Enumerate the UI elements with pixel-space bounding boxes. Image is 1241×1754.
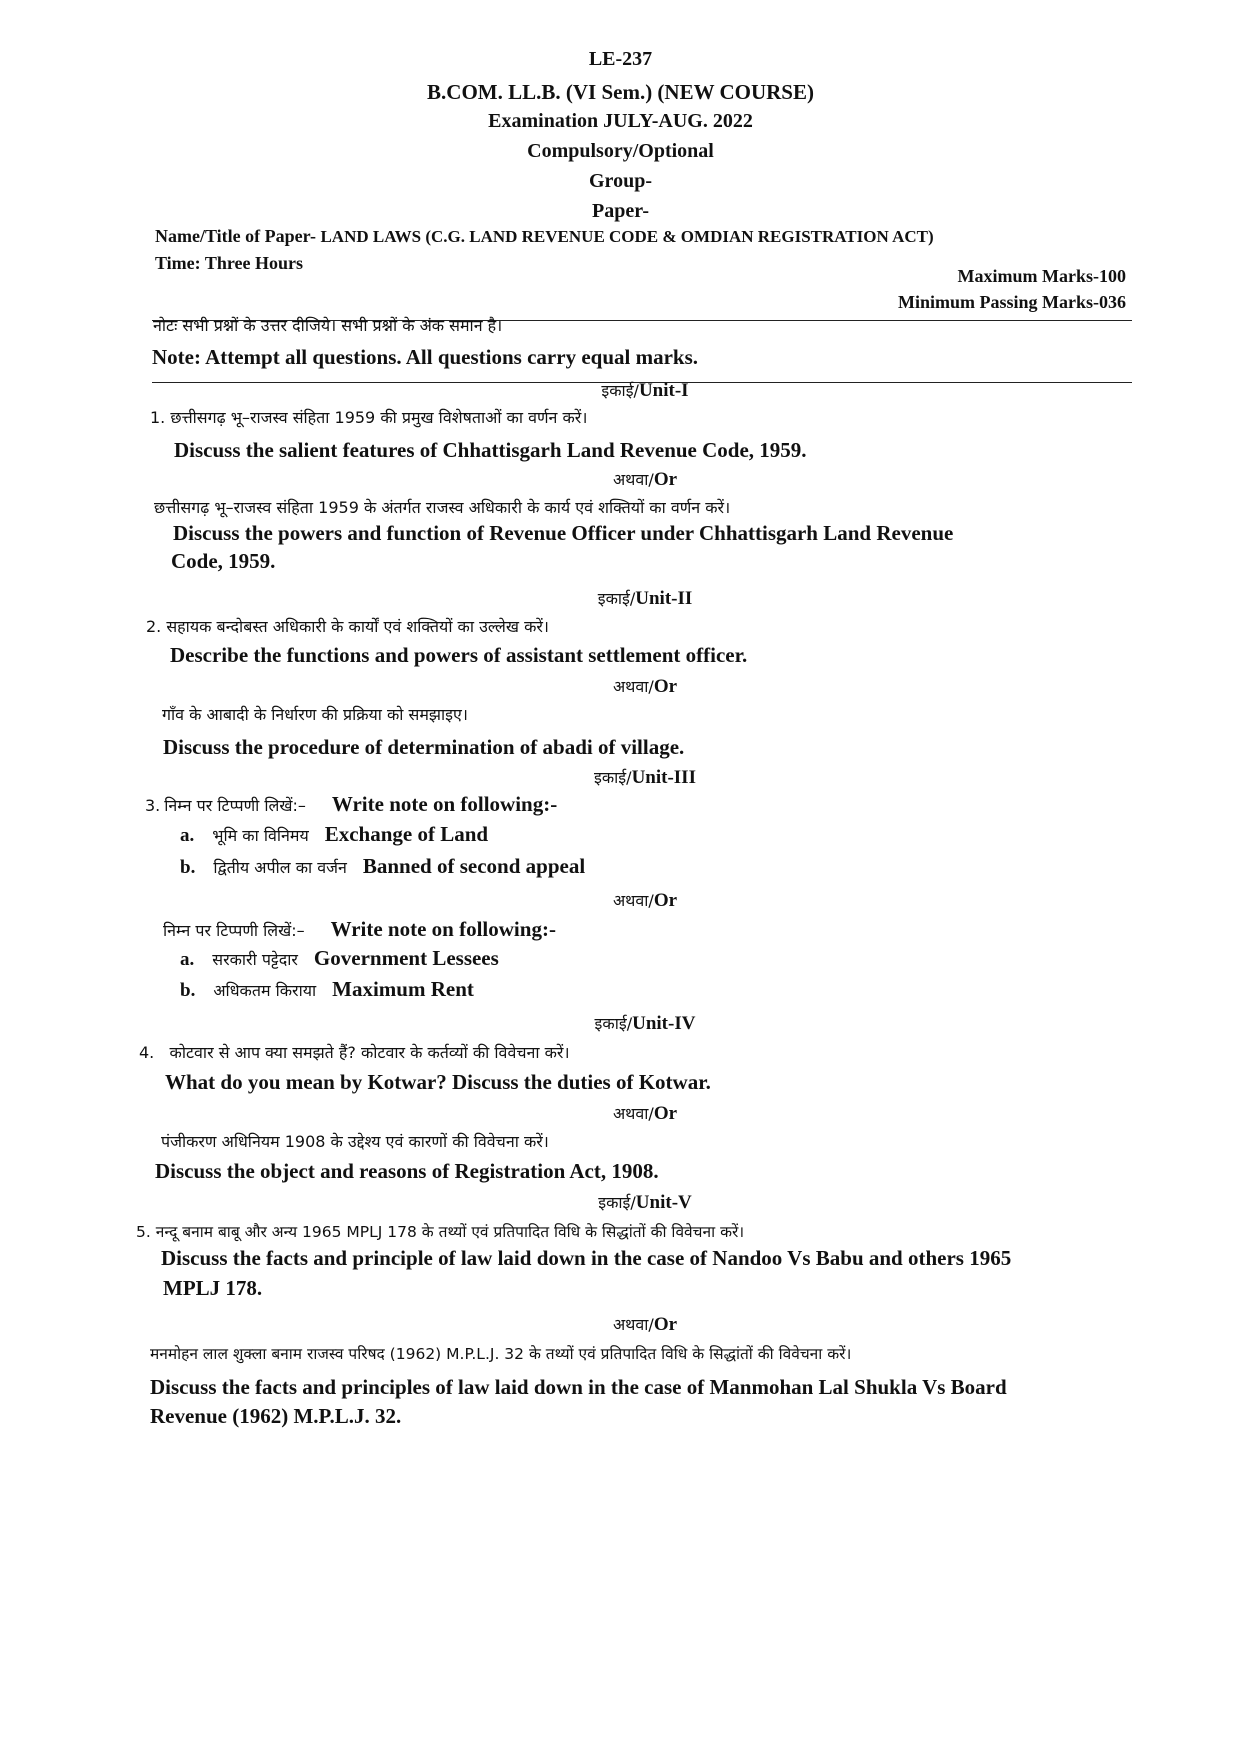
question-1-hindi: 1. छत्तीसगढ़ भू–राजस्व संहिता 1959 की प्रमुख विशेषताओं का वर्णन करें। bbox=[150, 408, 588, 427]
or-separator: अथवा/Or bbox=[612, 1314, 678, 1335]
question-number: 1. bbox=[150, 408, 166, 427]
paper-code: LE-237 bbox=[588, 48, 653, 70]
question-number: 4. bbox=[139, 1043, 155, 1062]
question-number: 5. bbox=[136, 1223, 151, 1241]
question-3-alt: निम्न पर टिप्पणी लिखें:– Write note on following:- bbox=[163, 917, 556, 941]
paper-label: Paper- bbox=[591, 200, 649, 222]
paper-title-label: Name/Title of Paper- bbox=[155, 226, 316, 246]
or-separator: अथवा/Or bbox=[612, 1103, 678, 1124]
question-5-hindi: 5. नन्दू बनाम बाबू और अन्य 1965 MPLJ 178 के तथ्यों एवं प्रतिपादित विधि के सिद्धांतों की विवेचना करें। bbox=[136, 1223, 745, 1241]
question-2-english: Describe the functions and powers of assistant settlement officer. bbox=[170, 643, 748, 667]
question-5-alt-english: Discuss the facts and principles of law laid down in the case of Manmohan Lal Shukla Vs Board bbox=[150, 1375, 1007, 1399]
question-5-alt-english-cont: Revenue (1962) M.P.L.J. 32. bbox=[150, 1404, 402, 1428]
course-title: B.COM. LL.B. (VI Sem.) (NEW COURSE) bbox=[427, 80, 814, 104]
question-5-alt-hindi: मनमोहन लाल शुक्ला बनाम राजस्व परिषद (1962) M.P.L.J. 32 के तथ्यों एवं प्रतिपादित विधि के सिद्धांतों की विवेचना करें। bbox=[150, 1345, 852, 1363]
question-2-hindi: 2. सहायक बन्दोबस्त अधिकारी के कार्यों एवं शक्तियों का उल्लेख करें। bbox=[146, 617, 549, 636]
question-4-english: What do you mean by Kotwar? Discuss the duties of Kotwar. bbox=[165, 1070, 711, 1094]
question-1-alt-english-cont: Code, 1959. bbox=[171, 549, 276, 573]
question-5-english-cont: MPLJ 178. bbox=[163, 1276, 263, 1300]
question-number: 3. bbox=[145, 796, 161, 815]
question-number: 2. bbox=[146, 617, 162, 636]
or-separator: अथवा/Or bbox=[612, 469, 678, 490]
question-1-alt-hindi: छत्तीसगढ़ भू–राजस्व संहिता 1959 के अंतर्गत राजस्व अधिकारी के कार्य एवं शक्तियों का वर्णन करें। bbox=[154, 498, 731, 517]
list-item: a. सरकारी पट्टेदार Government Lessees bbox=[180, 946, 499, 970]
list-item: a. भूमि का विनिमय Exchange of Land bbox=[180, 822, 489, 846]
unit-heading: इकाई/Unit-I bbox=[601, 380, 689, 401]
list-item: b. अधिकतम किराया Maximum Rent bbox=[180, 977, 474, 1001]
or-separator: अथवा/Or bbox=[612, 890, 678, 911]
group-label: Group- bbox=[589, 170, 652, 192]
question-2-alt-english: Discuss the procedure of determination of abadi of village. bbox=[163, 735, 685, 759]
paper-title-value: LAND LAWS (C.G. LAND REVENUE CODE & OMDIAN REGISTRATION ACT) bbox=[320, 227, 934, 246]
question-1-alt-english: Discuss the powers and function of Revenue Officer under Chhattisgarh Land Revenue bbox=[173, 521, 954, 545]
question-5-english: Discuss the facts and principle of law laid down in the case of Nandoo Vs Babu and others 1965 bbox=[161, 1246, 1012, 1270]
question-4-alt-hindi: पंजीकरण अधिनियम 1908 के उद्देश्य एवं कारणों की विवेचना करें। bbox=[161, 1132, 549, 1151]
question-3: 3. निम्न पर टिप्पणी लिखें:– Write note on following:- bbox=[145, 792, 558, 816]
paper-title-line bbox=[155, 226, 934, 247]
question-4-hindi: 4. कोटवार से आप क्या समझते हैं? कोटवार के कर्तव्यों की विवेचना करें। bbox=[139, 1043, 570, 1062]
question-1-english: Discuss the salient features of Chhattisgarh Land Revenue Code, 1959. bbox=[174, 438, 807, 462]
question-2-alt-hindi: गाँव के आबादी के निर्धारण की प्रक्रिया को समझाइए। bbox=[162, 705, 468, 724]
unit-heading: इकाई/Unit-IV bbox=[594, 1013, 696, 1034]
or-separator: अथवा/Or bbox=[612, 676, 678, 697]
unit-heading: इकाई/Unit-V bbox=[598, 1192, 692, 1213]
unit-heading: इकाई/Unit-III bbox=[594, 767, 696, 788]
question-4-alt-english: Discuss the object and reasons of Registration Act, 1908. bbox=[155, 1159, 659, 1183]
note-hindi: नोटः सभी प्रश्नों के उत्तर दीजिये। सभी प्रश्नों के अंक समान है। bbox=[153, 316, 503, 335]
min-marks: Minimum Passing Marks-036 bbox=[897, 292, 1126, 312]
note-english: Note: Attempt all questions. All questions carry equal marks. bbox=[152, 345, 698, 369]
max-marks: Maximum Marks-100 bbox=[957, 266, 1126, 286]
list-item: b. द्वितीय अपील का वर्जन Banned of second appeal bbox=[180, 854, 586, 878]
paper-type: Compulsory/Optional bbox=[527, 140, 714, 162]
exam-session: Examination JULY-AUG. 2022 bbox=[488, 110, 753, 132]
time-label: Time: Three Hours bbox=[155, 253, 303, 273]
unit-heading: इकाई/Unit-II bbox=[597, 588, 693, 609]
